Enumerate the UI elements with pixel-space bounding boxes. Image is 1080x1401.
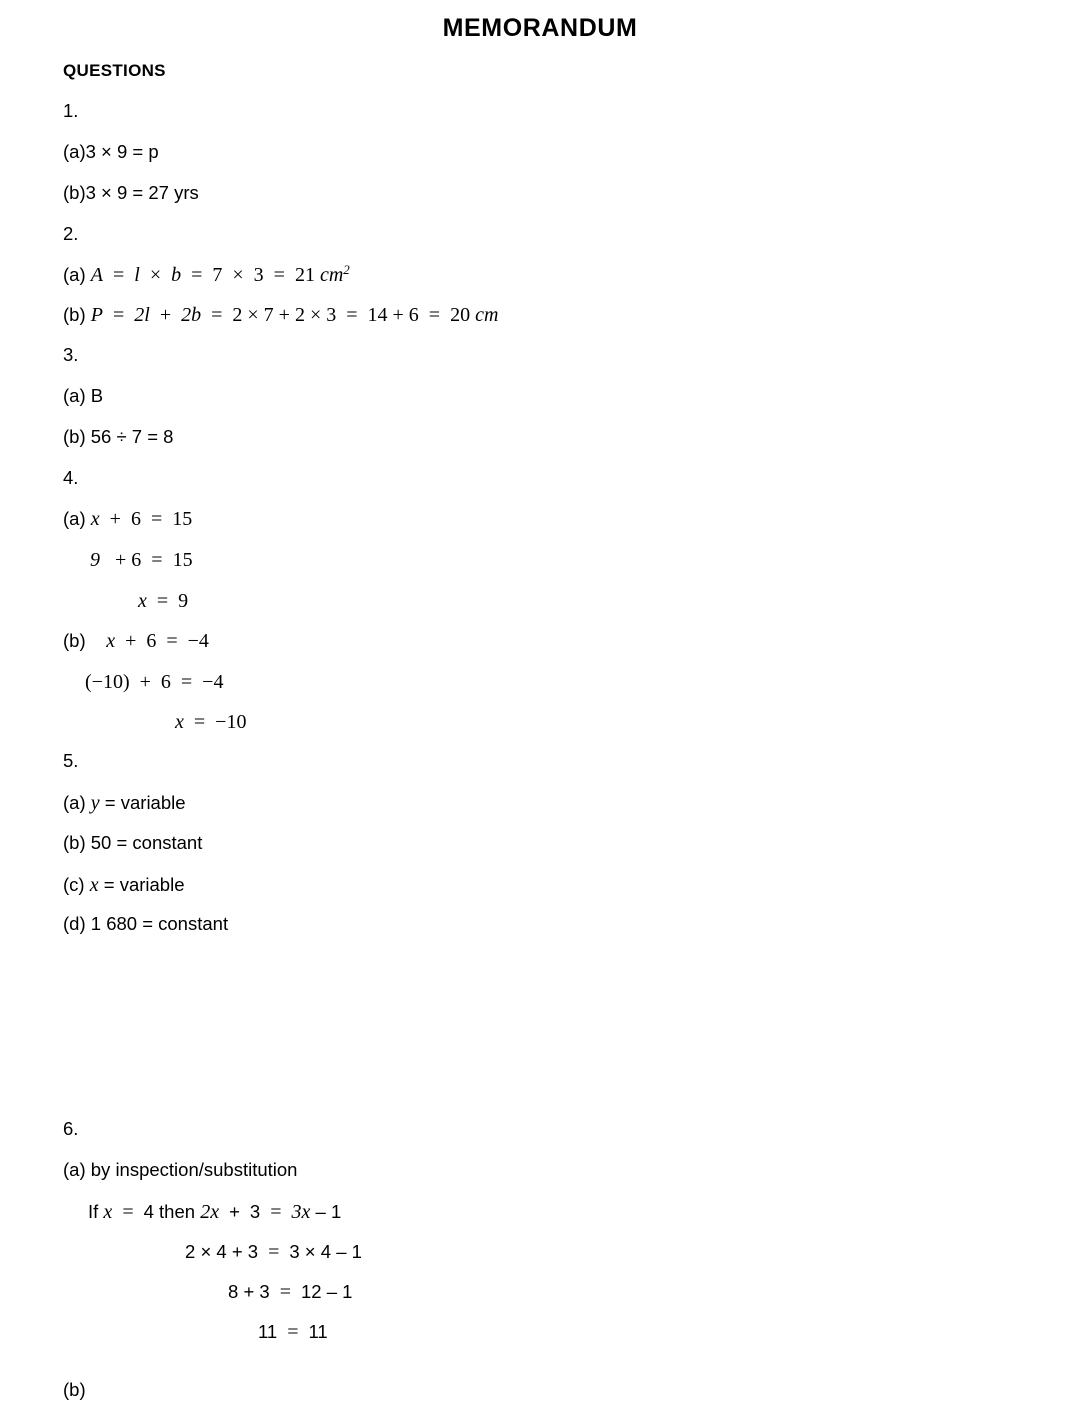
math-word-then: then — [159, 1201, 196, 1222]
question-number-6: 6. — [63, 1118, 79, 1139]
math-unit-cm: cm — [319, 264, 344, 287]
math-times-1: × — [149, 264, 162, 287]
question-number-4: 4. — [63, 467, 79, 488]
answer-3b — [63, 427, 173, 447]
answer-text-1b: 3 × 9 = 27 yrs — [85, 182, 199, 203]
answer-1a — [63, 142, 159, 162]
answer-label-5a: (a) — [63, 792, 86, 813]
math-num-3: 3 — [253, 264, 264, 287]
math-num-neg4: −4 — [187, 630, 209, 652]
math-plus: + — [231, 1241, 243, 1262]
math-minus: – — [336, 1241, 347, 1262]
math-times-2: × — [309, 304, 322, 326]
math-num-15: 15 — [172, 549, 193, 571]
math-num-14: 14 — [367, 304, 388, 326]
answer-text-3b: 56 ÷ 7 = 8 — [90, 426, 174, 447]
math-num-12: 12 — [300, 1281, 322, 1302]
math-times-2: × — [232, 264, 244, 287]
answer-6a-step-3 — [228, 1281, 352, 1303]
math-term-2b: 2b — [181, 304, 202, 326]
answer-label-4a: (a) — [63, 508, 86, 529]
math-num-8: 8 — [228, 1281, 239, 1302]
math-eq-3: = — [273, 264, 285, 287]
math-num-3: 3 — [259, 1281, 270, 1302]
question-number-3: 3. — [63, 344, 79, 365]
answer-label-5b: (b) — [63, 832, 86, 853]
math-num-neg10-substituted: (−10) — [85, 671, 130, 693]
answer-label-3b: (b) — [63, 426, 86, 447]
section-heading-questions: QUESTIONS — [63, 61, 166, 80]
math-num-7: 7 — [212, 264, 223, 287]
math-var-y: y — [90, 792, 100, 814]
math-eq: = — [151, 549, 163, 571]
math-eq: = — [150, 508, 163, 530]
math-var-x: x — [106, 630, 116, 652]
math-num-1: 1 — [342, 1281, 353, 1302]
math-num-6: 6 — [160, 671, 171, 693]
math-eq: = — [193, 711, 206, 733]
math-num-1: 1 — [330, 1201, 342, 1222]
math-term-2l: 2l — [134, 304, 150, 326]
answer-label-3a: (a) — [63, 385, 86, 406]
math-num-6: 6 — [146, 630, 157, 652]
math-num-2a: 2 — [232, 304, 243, 326]
math-eq-3: = — [346, 304, 358, 326]
math-eq-2: = — [191, 264, 203, 287]
math-eq: = — [268, 1241, 280, 1263]
answer-4b-step-2 — [85, 671, 223, 693]
math-num-6: 6 — [408, 304, 419, 326]
math-word-if: If — [88, 1201, 99, 1222]
math-num-2: 2 — [185, 1241, 196, 1262]
math-var-A: A — [90, 264, 103, 287]
math-var-x: x — [90, 508, 100, 530]
answer-text-3a: B — [90, 385, 104, 406]
answer-text-5b: 50 = constant — [90, 832, 203, 853]
math-times-1: × — [200, 1241, 212, 1262]
answer-4b-step-1 — [63, 630, 209, 652]
math-var-x: x — [89, 874, 99, 896]
math-num-9: 9 — [178, 590, 189, 612]
answer-6a-step-4 — [258, 1321, 328, 1343]
answer-label-6a: (a) — [63, 1159, 86, 1180]
answer-text-5a: = variable — [104, 792, 186, 813]
answer-4a-step-1 — [63, 508, 192, 530]
math-eq-1: = — [122, 1201, 134, 1223]
math-minus: – — [326, 1281, 337, 1302]
answer-5c — [63, 874, 184, 896]
answer-label-1a: (a) — [63, 141, 86, 162]
answer-text-5c: = variable — [103, 874, 185, 895]
math-plus-1: + — [159, 304, 172, 326]
math-var-x: x — [175, 711, 184, 733]
answer-5b — [63, 833, 202, 853]
question-number-5: 5. — [63, 750, 79, 771]
math-plus: + — [109, 508, 121, 530]
answer-label-2b: (b) — [63, 304, 86, 325]
answer-label-5d: (d) — [63, 913, 86, 934]
question-number-2: 2. — [63, 223, 79, 244]
math-superscript-2: 2 — [343, 262, 350, 277]
answer-6b-clipped: (b) — [63, 1379, 86, 1400]
math-eq: = — [279, 1281, 291, 1303]
math-eq-1: = — [112, 304, 125, 326]
answer-label-5c: (c) — [63, 874, 85, 895]
math-eq: = — [180, 671, 193, 693]
math-var-P: P — [90, 304, 103, 326]
math-var-x: x — [138, 590, 147, 612]
math-plus: + — [243, 1281, 255, 1302]
answer-4a-step-3 — [138, 590, 188, 612]
answer-4a-step-2 — [90, 549, 193, 571]
page-title: MEMORANDUM — [442, 14, 638, 42]
math-num-11-left: 11 — [258, 1321, 278, 1342]
math-num-7: 7 — [263, 304, 274, 326]
math-eq-2: = — [211, 304, 223, 326]
math-num-2b: 2 — [294, 304, 305, 326]
math-eq-4: = — [428, 304, 441, 326]
math-var-b: b — [171, 264, 182, 287]
math-eq-2: = — [270, 1201, 282, 1223]
math-num-20: 20 — [450, 304, 471, 326]
math-var-x: x — [103, 1201, 113, 1223]
answer-label-4b: (b) — [63, 630, 86, 651]
math-num-6: 6 — [131, 549, 142, 571]
math-times-2: × — [304, 1241, 316, 1262]
answer-1b — [63, 183, 199, 203]
math-eq-1: = — [112, 264, 125, 287]
math-term-2x: 2x — [200, 1201, 220, 1223]
math-var-l: l — [134, 264, 140, 287]
math-num-15: 15 — [172, 508, 193, 530]
math-plus: + — [115, 549, 127, 571]
math-plus: + — [229, 1201, 240, 1222]
math-plus-2: + — [278, 304, 290, 326]
math-num-3: 3 — [249, 1201, 261, 1222]
math-num-neg10: −10 — [215, 711, 247, 733]
answer-label-1b: (b) — [63, 182, 86, 203]
answer-text-6a: by inspection/substitution — [90, 1159, 298, 1180]
math-unit-cm: cm — [475, 304, 499, 326]
answer-text-1a: 3 × 9 = p — [85, 141, 159, 162]
answer-6a — [63, 1160, 297, 1180]
math-plus-3: + — [392, 304, 404, 326]
math-plus: + — [125, 630, 137, 652]
math-num-3b: 3 — [289, 1241, 300, 1262]
answer-2b — [63, 304, 498, 326]
math-num-21: 21 — [294, 264, 315, 287]
math-num-4: 4 — [143, 1201, 154, 1222]
math-num-3: 3 — [247, 1241, 259, 1262]
answer-4b-step-3 — [175, 711, 246, 733]
answer-3a — [63, 386, 103, 406]
answer-5a — [63, 792, 186, 814]
question-number-1: 1. — [63, 100, 79, 121]
math-num-9-substituted: 9 — [90, 549, 100, 571]
math-eq: = — [287, 1321, 299, 1343]
answer-label-2a: (a) — [63, 264, 86, 286]
math-num-1: 1 — [351, 1241, 362, 1262]
math-minus: – — [315, 1201, 326, 1222]
math-term-3x: 3x — [291, 1201, 311, 1223]
math-eq: = — [156, 590, 169, 612]
math-num-11-right: 11 — [308, 1321, 328, 1342]
math-num-4b: 4 — [320, 1241, 332, 1262]
answer-2a — [63, 263, 350, 286]
math-num-6: 6 — [130, 508, 141, 530]
math-num-4: 4 — [216, 1241, 227, 1262]
answer-6a-step-1 — [88, 1201, 341, 1223]
answer-5d — [63, 914, 228, 934]
answer-6a-step-2 — [185, 1241, 362, 1263]
math-num-neg4: −4 — [202, 671, 224, 693]
answer-text-5d: 1 680 = constant — [90, 913, 229, 934]
math-num-3: 3 — [326, 304, 337, 326]
math-eq: = — [166, 630, 178, 652]
math-times-1: × — [247, 304, 259, 326]
math-plus: + — [139, 671, 151, 693]
